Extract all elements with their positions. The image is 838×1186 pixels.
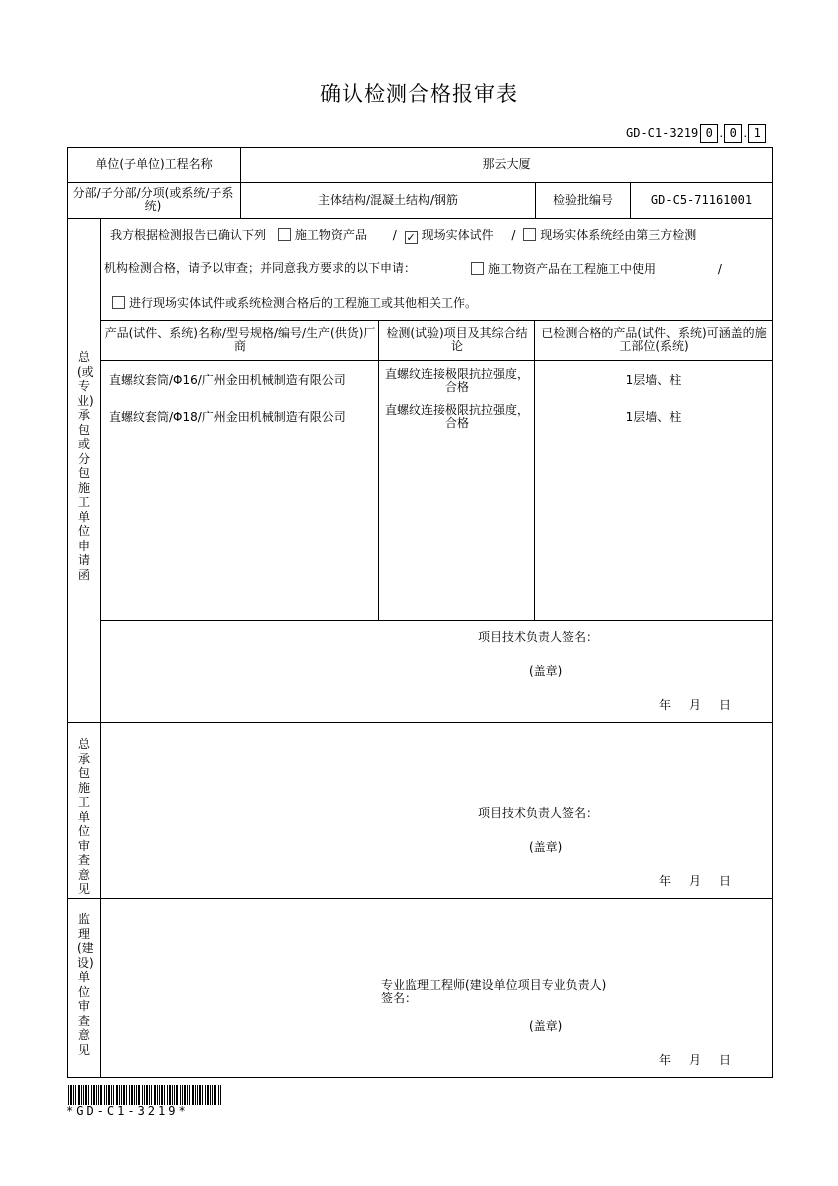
use-option: 施工物资产品在工程施工中使用 / <box>471 262 722 276</box>
section2-date: 年 月 日 <box>659 874 732 888</box>
section1-side-label: 总(或专业)承包或分包施工单位申请函 <box>77 350 94 582</box>
row-2-item: 直螺纹连接极限抗拉强度，合格 <box>384 403 529 430</box>
system-checkbox[interactable] <box>523 228 536 241</box>
section2-side-label: 总承包施工单位审查意见 <box>77 737 90 896</box>
section3-seal: (盖章) <box>529 1019 563 1033</box>
project-name-value: 那云大厦 <box>482 157 531 171</box>
check-mark-icon: ✓ <box>406 231 416 244</box>
next-checkbox[interactable] <box>112 296 125 309</box>
form-title: 确认检测合格报审表 <box>320 82 518 106</box>
row-2-part: 1层墙、柱 <box>625 410 682 424</box>
row-2-product: 直螺纹套筒/Φ18/广州金田机械制造有限公司 <box>109 410 346 424</box>
form-code-prefix: GD-C1-3219 <box>626 126 699 140</box>
onsite-option-label: 现场实体试件 <box>421 228 494 242</box>
batch-number-value: GD-C5-71161001 <box>650 193 753 207</box>
form-code: GD-C1-3219 0 . 0 . 1 <box>626 124 766 142</box>
row-1-part: 1层墙、柱 <box>625 373 682 387</box>
form-code-digit-2: 0 <box>724 124 742 143</box>
row-1-product: 直螺纹套筒/Φ16/广州金田机械制造有限公司 <box>109 373 346 387</box>
use-checkbox[interactable] <box>471 262 484 275</box>
batch-number-label: 检验批编号 <box>552 193 613 207</box>
division-label: 分部/子分部/分项(或系统/子系统) <box>72 186 234 213</box>
use-option-label: 施工物资产品在工程施工中使用 <box>488 262 657 276</box>
project-name-label: 单位(子单位)工程名称 <box>95 157 213 171</box>
next-option <box>112 296 477 310</box>
division-value: 主体结构/混凝土结构/钢筋 <box>317 193 459 207</box>
form-code-digit-3: 1 <box>748 124 766 143</box>
barcode-text: *GD-C1-3219* <box>66 1104 189 1118</box>
application-line-2: 机构检测合格，请予以审查；并同意我方要求的以下申请： <box>104 261 417 275</box>
section2-signature-label: 项目技术负责人签名： <box>478 806 599 820</box>
onsite-checkbox[interactable] <box>405 231 418 244</box>
section3-date: 年 月 日 <box>659 1053 732 1067</box>
col-header-item: 检测(试验)项目及其综合结论 <box>386 326 528 353</box>
section1-signature-label: 项目技术负责人签名： <box>478 630 599 644</box>
application-line-1: 我方根据检测报告已确认下列 施工物资产品 / ✓ 现场实体试件 / 现场实体系统经由第三方检测 <box>110 228 697 244</box>
materials-checkbox[interactable] <box>278 228 291 241</box>
col-header-part: 已检测合格的产品(试件、系统)可涵盖的施工部位(系统) <box>541 326 767 353</box>
section3-side-label: 监理(建设)单位审查意见 <box>77 912 94 1057</box>
col-header-product: 产品(试件、系统)名称/型号规格/编号/生产(供货)厂商 <box>104 326 376 353</box>
section1-seal: (盖章) <box>529 664 563 678</box>
section1-date: 年 月 日 <box>659 698 732 712</box>
section3-signature-label: 专业监理工程师(建设单位项目专业负责人)签名： <box>381 978 607 1005</box>
next-option-label: 进行现场实体试件或系统检测合格后的工程施工或其他相关工作。 <box>129 296 478 310</box>
form-code-digit-1: 0 <box>700 124 718 143</box>
intro-text: 我方根据检测报告已确认下列 <box>110 228 267 242</box>
materials-option-label: 施工物资产品 <box>294 228 367 242</box>
section2-seal: (盖章) <box>529 840 563 854</box>
row-1-item: 直螺纹连接极限抗拉强度，合格 <box>384 367 529 394</box>
system-option-label: 现场实体系统经由第三方检测 <box>540 228 697 242</box>
barcode <box>68 1085 224 1105</box>
